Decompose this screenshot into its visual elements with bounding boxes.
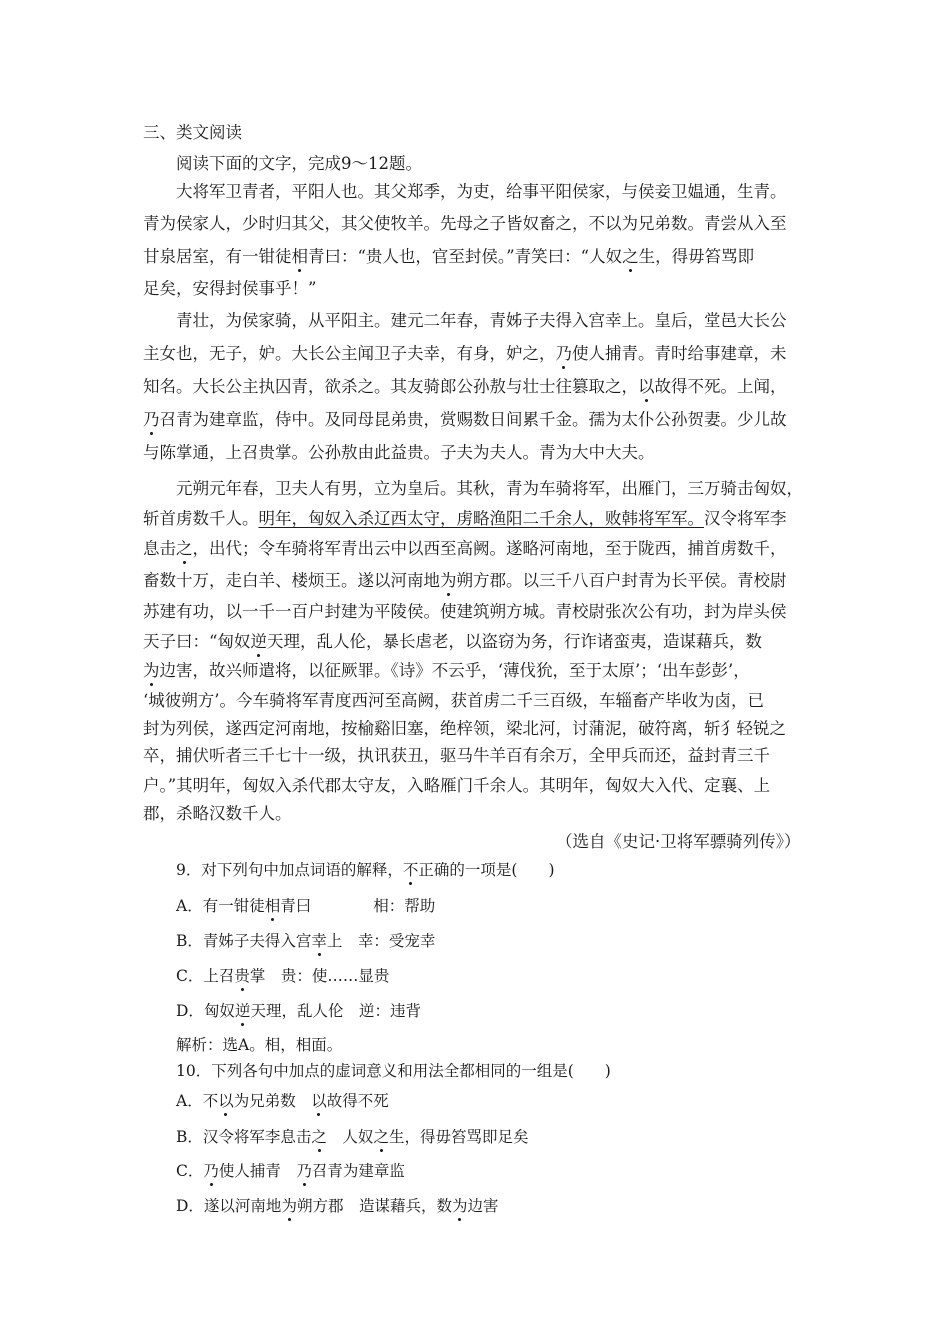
source-citation: （选自《史记·卫将军骠骑列传》）: [556, 832, 801, 851]
dotted-word: 乃: [143, 410, 160, 429]
question-9-option-a: A．有一钳徒相青曰 相：帮助: [176, 897, 436, 915]
question-9-option-b: B．青姊子夫得入宫幸上 幸：受宠幸: [176, 932, 436, 950]
rare-glyph-icon: 犭: [720, 719, 737, 738]
passage-line: 畜数十万，走白羊、楼烦王。遂以河南地为朔方郡。以三千八百户封青为长平侯。青校尉: [143, 571, 787, 590]
question-10-stem: 10．下列各句中加点的虚词意义和用法全都相同的一组是( ): [176, 1062, 611, 1080]
dotted-word: 贵: [234, 967, 250, 985]
passage-line: 为边害，故兴师遣将，以征厥罪。《诗》不云乎，‘薄伐狁，至于太原’；‘出车彭彭’，: [143, 661, 750, 680]
section-title: 三、类文阅读: [143, 123, 242, 142]
dotted-word: 幸: [311, 932, 327, 950]
passage-line: 斩首虏数千人。明年，匈奴入杀辽西太守，虏略渔阳二千余人，败韩将军军。汉令将军李: [143, 509, 787, 528]
dotted-word: 逆: [250, 632, 267, 651]
passage-line: 足矣，安得封侯事乎！”: [143, 279, 317, 298]
dotted-word: 乃: [203, 1162, 219, 1180]
passage-line: ‘城彼朔方’。今车骑将军青度西河至高阙，获首虏二千三百级，车辎畜产毕收为卤，已: [143, 691, 764, 710]
passage-line: 乃召青为建章监，侍中。及同母昆弟贵，赏赐数日间累千金。孺为太仆公孙贺妻。少儿故: [143, 410, 787, 429]
question-10-option-c: C．乃使人捕青 乃召青为建章监: [176, 1162, 405, 1180]
passage-line: 青壮，为侯家骑，从平阳主。建元二年春，青姊子夫得入宫幸上。皇后，堂邑大长公: [176, 311, 787, 330]
passage-line: 主女也，无子，妒。大长公主闻卫子夫幸，有身，妒之，乃使人捕青。青时给事建章，未: [143, 344, 787, 363]
dotted-word: 之: [373, 1128, 389, 1146]
passage-line: 知名。大长公主执囚青，欲杀之。其友骑郎公孙敖与壮士往篡取之，以故得不死。上闻，: [143, 377, 787, 396]
instruction: 阅读下面的文字，完成9～12题。: [176, 154, 422, 173]
dotted-word: 逆: [234, 1002, 251, 1020]
dotted-word: 不: [402, 861, 419, 879]
passage-line: 天子曰：“匈奴逆天理，乱人伦，暴长虐老，以盗窃为务，行诈诸蛮夷，造谋藉兵，数: [143, 632, 762, 651]
question-9-option-c: C．上召贵掌 贵：使……显贵: [176, 967, 390, 985]
underlined-sentence: 明年，匈奴入杀辽西太守，虏略渔阳二千余人，败韩将军军。: [258, 509, 704, 528]
passage-line: 与陈掌通，上召贵掌。公孙敖由此益贵。子夫为夫人。青为大中大夫。: [143, 443, 655, 462]
passage-line: 甘泉居室，有一钳徒相青曰：“贵人也，官至封侯。”青笑曰：“人奴之生，得毋笞骂即: [143, 247, 755, 266]
passage-line: 苏建有功，以一千一百户封建为平陵侯。使建筑朔方城。青校尉张次公有功，封为岸头侯: [143, 602, 787, 621]
dotted-word: 之: [311, 1128, 327, 1146]
passage-line: 大将军卫青者，平阳人也。其父郑季，为吏，给事平阳侯家，与侯妾卫媪通，生青。: [176, 182, 787, 201]
dotted-word: 之: [622, 247, 639, 266]
passage-line: 卒，捕伏听者三千七十一级，执讯获丑，驱马牛羊百有余万，全甲兵而还，益封青三千: [143, 746, 770, 765]
dotted-word: 之: [176, 539, 193, 558]
passage-line: 郡，杀略汉数千人。: [143, 804, 292, 823]
dotted-word: 以: [638, 377, 655, 396]
question-10-option-a: A．不以为兄弟数 以故得不死: [176, 1092, 389, 1110]
question-9-option-d: D．匈奴逆天理，乱人伦 逆：违背: [176, 1002, 421, 1020]
passage-line: 户。”其明年，匈奴入杀代郡太守友，入略雁门千余人。其明年，匈奴大入代、定襄、上: [143, 776, 771, 795]
dotted-word: 为: [143, 661, 160, 680]
dotted-word: 以: [311, 1092, 327, 1110]
passage-line: 息击之，出代；令车骑将军青出云中以西至高阙。遂略河南地，至于陇西，捕首虏数千，: [143, 539, 787, 558]
passage-line: 封为列侯，遂西定河南地，按榆谿旧塞，绝梓领，梁北河，讨蒲泥，破符离，斩犭轻锐之: [143, 719, 786, 738]
question-9-analysis: 解析：选A。相，相面。: [176, 1036, 343, 1054]
dotted-word: 乃: [296, 1162, 312, 1180]
question-9-stem: 9．对下列句中加点词语的解释，不正确的一项是( ): [176, 861, 555, 879]
dotted-word: 相: [291, 247, 308, 266]
dotted-word: 相: [264, 897, 281, 915]
question-10-option-d: D．遂以河南地为朔方郡 造谋藉兵，数为边害: [176, 1197, 499, 1215]
dotted-word: 为: [451, 1197, 468, 1215]
dotted-word: 以: [218, 1092, 234, 1110]
dotted-word: 为: [440, 571, 457, 590]
passage-line: 元朔元年春，卫夫人有男，立为皇后。其秋，青为车骑将军，出雁门，三万骑击匈奴，: [176, 479, 803, 498]
dotted-word: 乃: [555, 344, 572, 363]
dotted-word: 为: [281, 1197, 297, 1215]
passage-line: 青为侯家人，少时归其父，其父使牧羊。先母之子皆奴畜之，不以为兄弟数。青尝从入至: [143, 214, 787, 233]
question-10-option-b: B．汉令将军李息击之 人奴之生，得毋笞骂即足矣: [176, 1128, 529, 1146]
